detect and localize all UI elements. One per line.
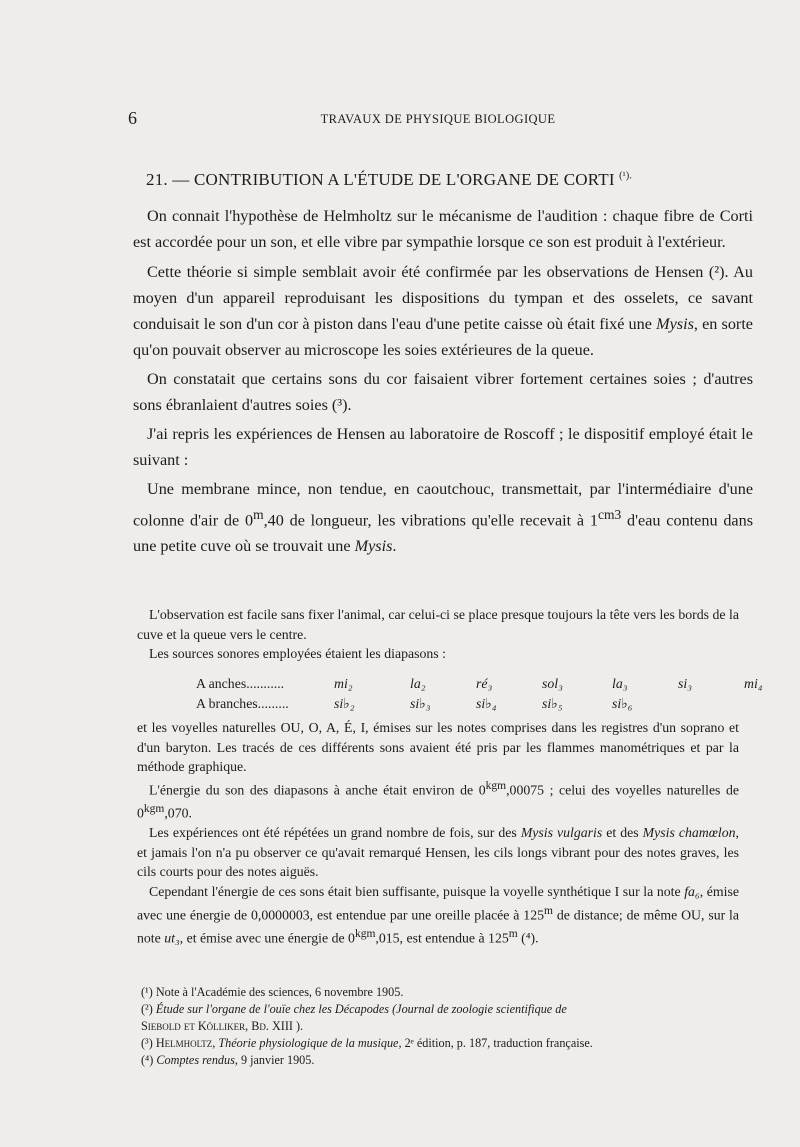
footnotes — [141, 984, 743, 1069]
paragraph-vowels: et les voyelles naturelles OU, O, A, É, I, émises sur les notes comprises dans les registres d'un soprano et d'un baryton. Les tracés de ces différents sons avaient été pris par les flammes manométriques et par la méthode graphique. — [137, 720, 739, 775]
title-note-ref: (¹). — [619, 170, 633, 182]
footnote-4: (⁴) Comptes rendus, 9 janvier 1905. — [141, 1053, 315, 1067]
paragraph-3: On constatait que certains sons du cor faisaient vibrer fortement certaines soies ; d'autres sons ébranlaient d'autres soies (³). — [133, 370, 753, 414]
paragraph-1: On connait l'hypothèse de Helmholtz sur le mécanisme de l'audition : chaque fibre de Corti est accordée pour un son, et elle vibre par sympathie lorsque ce son est produit à l'extérieur. — [133, 207, 753, 251]
article-title-text: 21. — CONTRIBUTION A L'ÉTUDE DE L'ORGANE DE CORTI — [146, 170, 615, 189]
note-cell: si♭₂ — [334, 696, 355, 711]
paragraph-observation: L'observation est facile sans fixer l'animal, car celui-ci se place presque toujours la tête vers les bords de la cuve et la queue vers le centre. — [137, 607, 739, 642]
paragraph-energy: L'énergie du son des diapasons à anche était environ de $0^{kgm},00075$ ; celui des voyelles naturelles de $0^{kgm},070$. — [137, 779, 740, 821]
footnote-3: (³) Helmholtz, Théorie physiologique de la musique, 2ᵉ édition, p. 187, traduction française. — [141, 1036, 593, 1050]
row-label-branches: A branches......... — [196, 696, 289, 711]
note-cell: si♭₆ — [612, 696, 633, 711]
species-mysis-vulgaris: Mysis vulgaris — [520, 825, 603, 841]
note-cell: mi₄ — [744, 676, 763, 691]
species-mysis-2: Mysis — [354, 537, 393, 556]
note-cell: si♭₄ — [476, 696, 497, 711]
note-cell: si♭₃ — [410, 696, 431, 711]
paragraph-experiments: Les expériences ont été répétées un grand nombre de fois, sur des Mysis vulgaris et des Mysis chamœlon, et jamais l'on n'a pu observer ce qu'avait remarqué Hensen, les cils longs vibrant pour des notes graves, les cils courts pour des notes aiguës. — [137, 825, 739, 880]
note-cell: la₂ — [410, 676, 426, 691]
note-cell: si₃ — [678, 676, 692, 691]
footnote-2: (²) Étude sur l'organe de l'ouïe chez les Décapodes (Journal de zoologie scientifique de — [141, 1002, 567, 1016]
small-text-1 — [137, 605, 739, 664]
running-title: TRAVAUX DE PHYSIQUE BIOLOGIQUE — [320, 112, 556, 126]
species-mysis: Mysis — [656, 315, 694, 333]
paragraph-2: Cette théorie si simple semblait avoir été confirmée par les observations de Hensen (²). Au moyen d'un appareil reproduisant les dispositions du tympan et des osselets, ce savant conduisait le son d'un cor à piston dans l'eau d'une petite caisse où était fixé une Mysis, en sorte qu'on pouvait observer au microscope les soies extérieures de la queue. — [133, 263, 753, 359]
note-cell: sol₃ — [542, 676, 563, 691]
paragraph-4: J'ai repris les expériences de Hensen au laboratoire de Roscoff ; le dispositif employé était le suivant : — [133, 425, 753, 469]
note-cell: mi₂ — [334, 676, 353, 691]
species-mysis-chamaelon: Mysis chamœlon — [642, 825, 736, 841]
article-title — [146, 170, 746, 190]
note-cell: la₃ — [612, 676, 628, 691]
row-label-anches: A anches........... — [196, 676, 285, 691]
main-text — [133, 203, 753, 559]
footnote-2-continued: Siebold et Kölliker, Bd. XIII ). — [141, 1019, 304, 1033]
note-cell: si♭₅ — [542, 696, 563, 711]
small-text-2 — [137, 718, 739, 948]
note-cell: ré₃ — [476, 676, 493, 691]
page-number: 6 — [128, 108, 137, 128]
paragraph-synthetic-vowel: Cependant l'énergie de ces sons était bien suffisante, puisque la voyelle synthétique I sur la note fa₆, émise avec une énergie de 0,0000003, est entendue par une oreille placée à 125$^m$ de distance; de même OU, sur la note ut₃, et émise avec une énergie de $0^{kgm},015$, est entendue à 125$^m$ (⁴). — [137, 883, 740, 946]
paragraph-5: Une membrane mince, non tendue, en caoutchouc, transmettait, par l'intermédiaire d'une colonne d'air de 0$^m$,40 de longueur, les vibrations qu'elle recevait à $1^{cm3}$ d'eau contenu dans une petite cuve où se trouvait une Mysis. — [133, 480, 753, 556]
footnote-1: (¹) Note à l'Académie des sciences, 6 novembre 1905. — [141, 985, 404, 999]
page-header — [128, 108, 748, 132]
paragraph-sources: Les sources sonores employées étaient les diapasons : — [149, 646, 446, 662]
